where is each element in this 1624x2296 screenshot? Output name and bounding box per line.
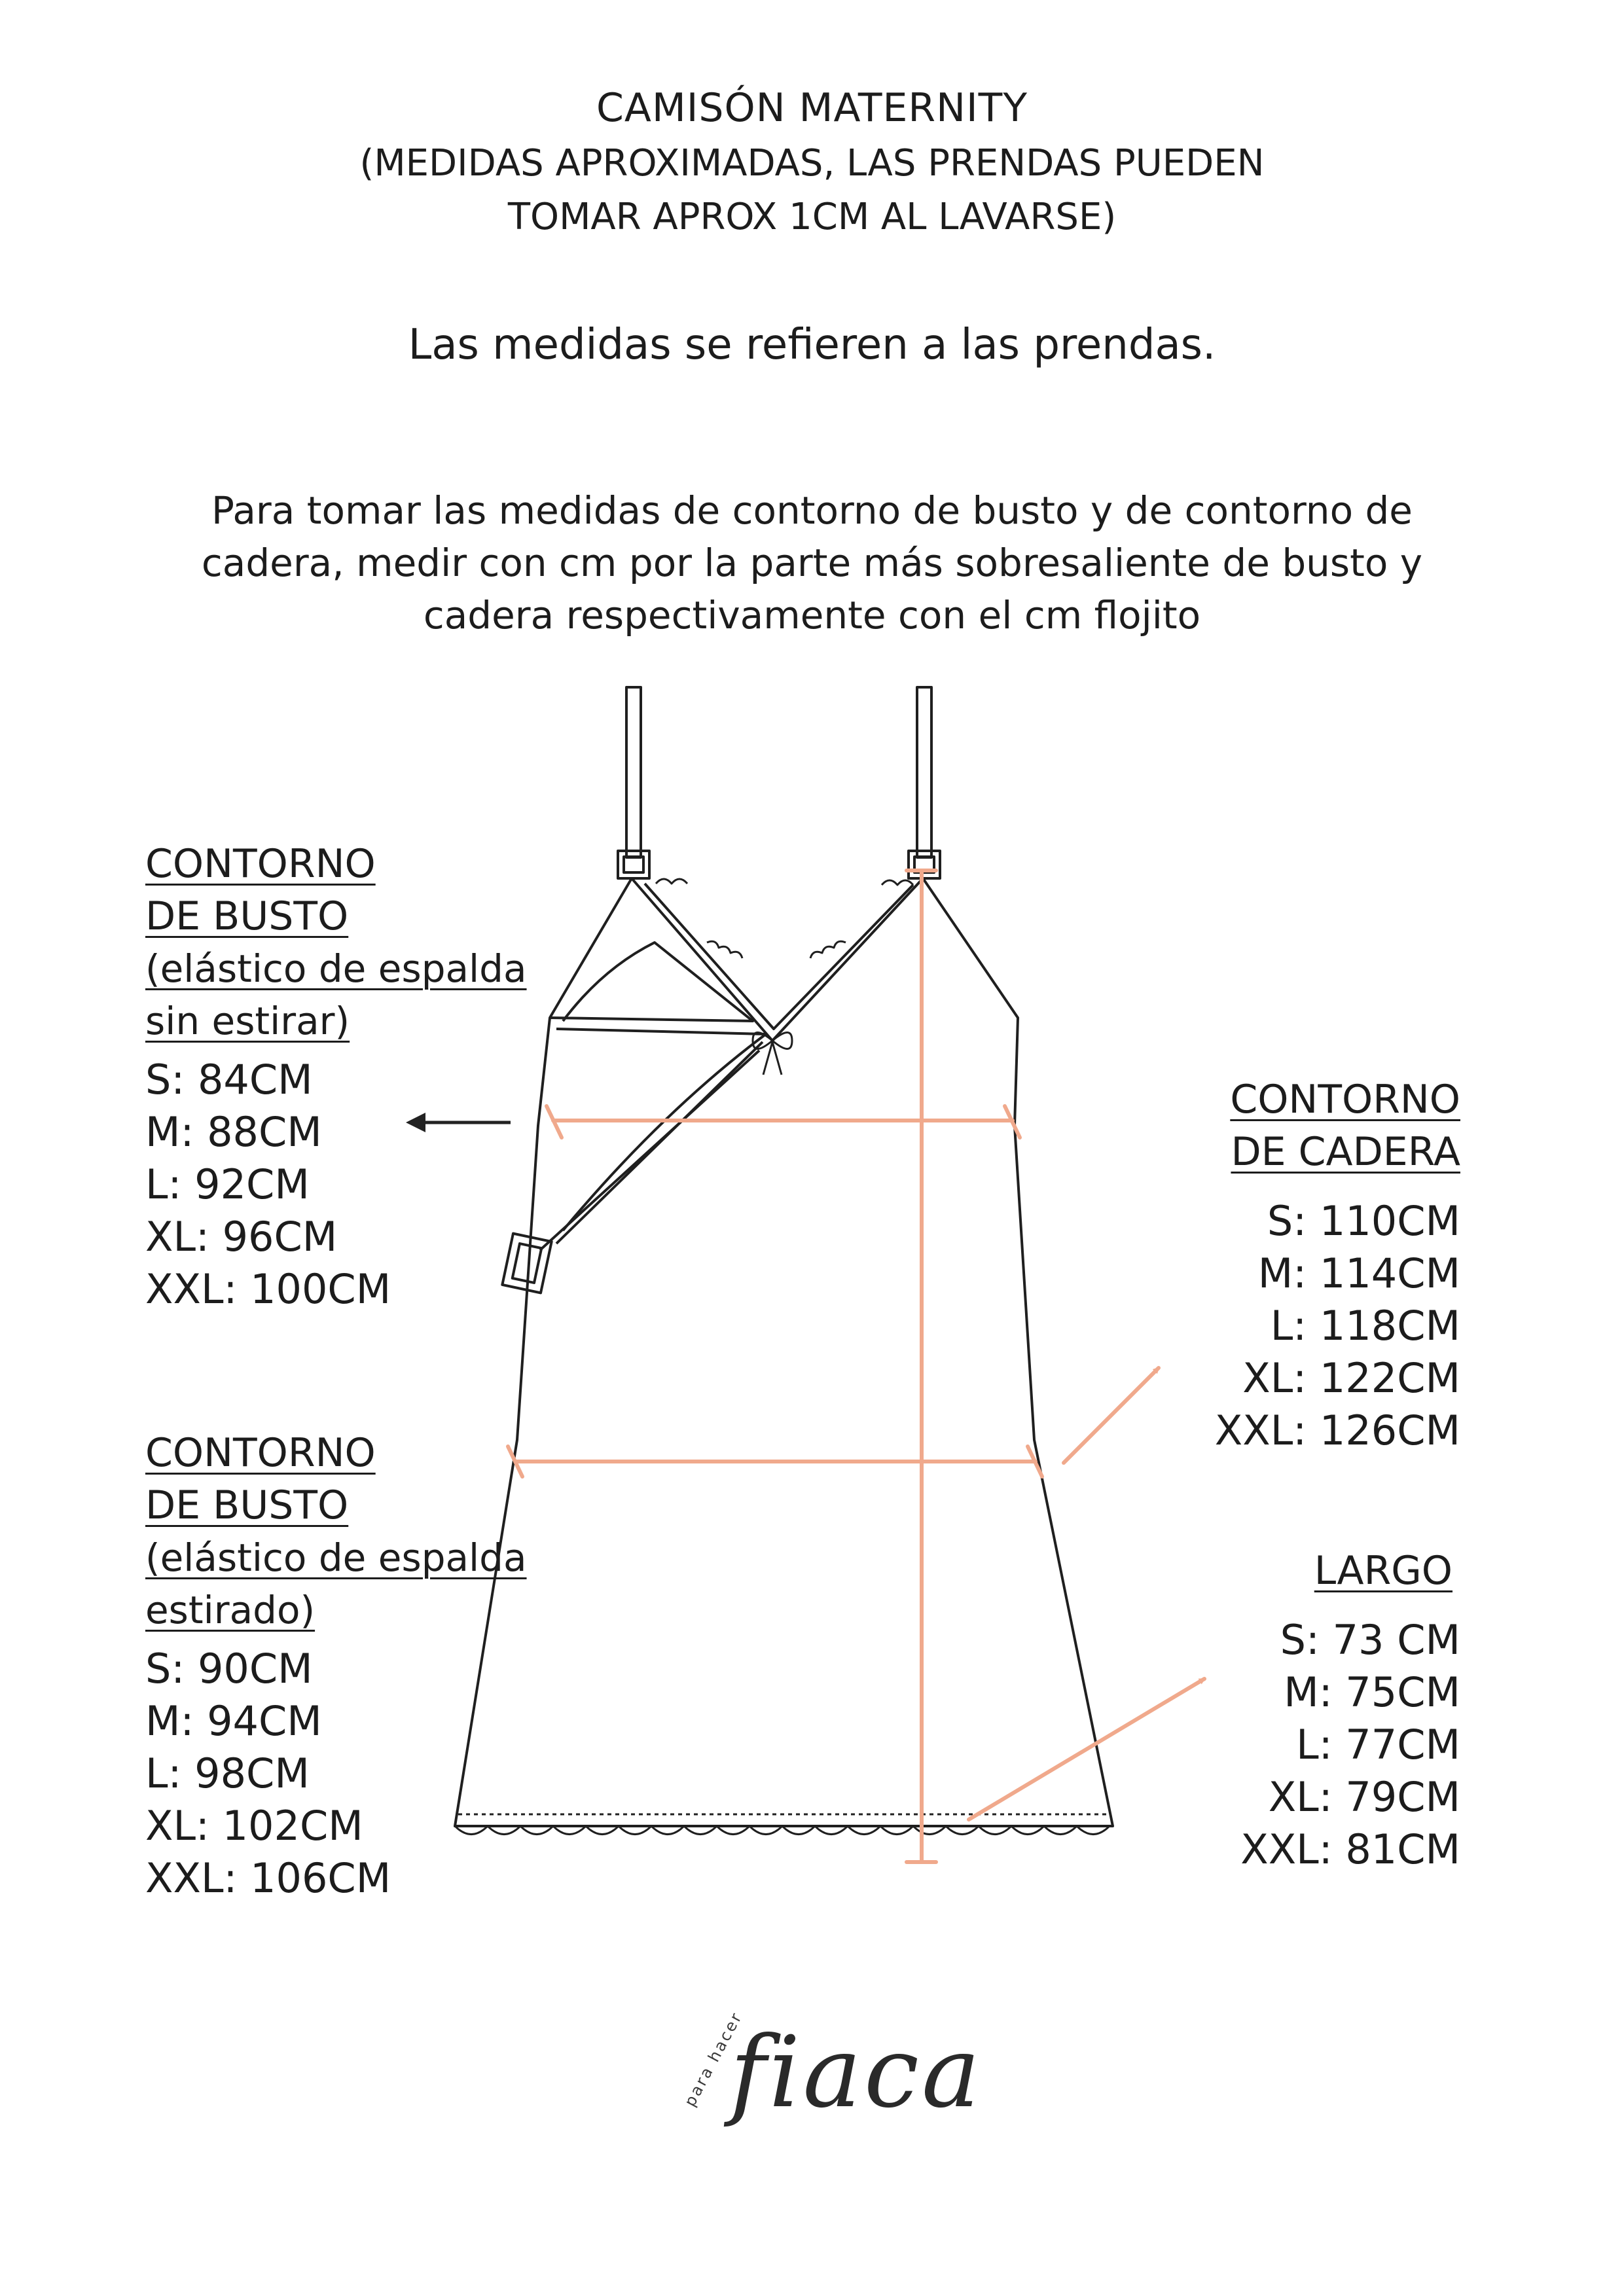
hip-block xyxy=(1215,1073,1460,1457)
size-row: XL: 79CM xyxy=(1268,1773,1460,1821)
length-heading: LARGO xyxy=(1314,1548,1453,1594)
size-row: XXL: 126CM xyxy=(1214,1407,1460,1454)
size-row: XXL: 81CM xyxy=(1240,1825,1460,1873)
instructions-line-2: cadera, medir con cm por la parte más sobresaliente de busto y xyxy=(201,541,1423,585)
size-row: S: 84CM xyxy=(145,1056,313,1103)
hip-heading-2: DE CADERA xyxy=(1231,1129,1460,1175)
size-row: S: 73 CM xyxy=(1280,1616,1460,1664)
hem-lace xyxy=(455,1826,1110,1835)
logo-wordmark: fiaca xyxy=(730,2016,983,2130)
bust-unstretched-heading-2: DE BUSTO xyxy=(145,893,349,939)
bust-unstretched-block xyxy=(145,838,527,1316)
instructions-line-1: Para tomar las medidas de contorno de busto y de contorno de xyxy=(211,488,1413,533)
bust-unstretched-heading-1: CONTORNO xyxy=(145,841,376,887)
logo-tagline: para hacer xyxy=(681,2008,746,2110)
dress-outline xyxy=(455,687,1113,1835)
instructions-line-3: cadera respectivamente con el cm flojito xyxy=(423,593,1201,637)
bust-stretched-note-2: estirado) xyxy=(145,1588,316,1632)
size-row: XL: 122CM xyxy=(1242,1354,1460,1402)
size-row: M: 114CM xyxy=(1257,1249,1460,1297)
brand-logo xyxy=(668,2003,982,2147)
hip-arrow xyxy=(1064,1368,1159,1463)
intro-text: Las medidas se refieren a las prendas. xyxy=(408,321,1216,369)
size-row: M: 88CM xyxy=(145,1108,322,1156)
size-row: S: 110CM xyxy=(1267,1197,1460,1245)
page-title: CAMISÓN MATERNITY xyxy=(596,85,1028,131)
bust-stretched-heading-2: DE BUSTO xyxy=(145,1482,349,1528)
bust-unstretched-note-1: (elástico de espalda xyxy=(145,946,527,991)
dress-body xyxy=(455,878,1113,1826)
subtitle-line-1: (MEDIDAS APROXIMADAS, LAS PRENDAS PUEDEN xyxy=(359,142,1265,185)
length-block xyxy=(1240,1545,1460,1876)
size-row: M: 94CM xyxy=(145,1697,322,1745)
right-strap xyxy=(917,687,931,857)
size-row: L: 92CM xyxy=(145,1160,310,1208)
bust-stretched-block xyxy=(145,1427,527,1905)
size-row: XL: 96CM xyxy=(145,1213,338,1261)
size-row: L: 77CM xyxy=(1296,1721,1460,1768)
size-row: S: 90CM xyxy=(145,1645,313,1693)
wrap-panel xyxy=(556,1029,766,1230)
size-row: XL: 102CM xyxy=(145,1802,363,1850)
left-strap xyxy=(626,687,641,857)
size-row: L: 118CM xyxy=(1270,1302,1460,1350)
subtitle-line-2: TOMAR APROX 1CM AL LAVARSE) xyxy=(507,196,1117,238)
size-row: L: 98CM xyxy=(145,1749,310,1797)
bust-stretched-heading-1: CONTORNO xyxy=(145,1430,376,1476)
bust-unstretched-note-2: sin estirar) xyxy=(145,999,350,1043)
hip-heading-1: CONTORNO xyxy=(1230,1077,1460,1122)
bust-stretched-note-1: (elástico de espalda xyxy=(145,1535,527,1580)
size-row: XXL: 106CM xyxy=(145,1854,391,1902)
size-row: M: 75CM xyxy=(1284,1668,1460,1716)
size-row: XXL: 100CM xyxy=(145,1265,391,1313)
